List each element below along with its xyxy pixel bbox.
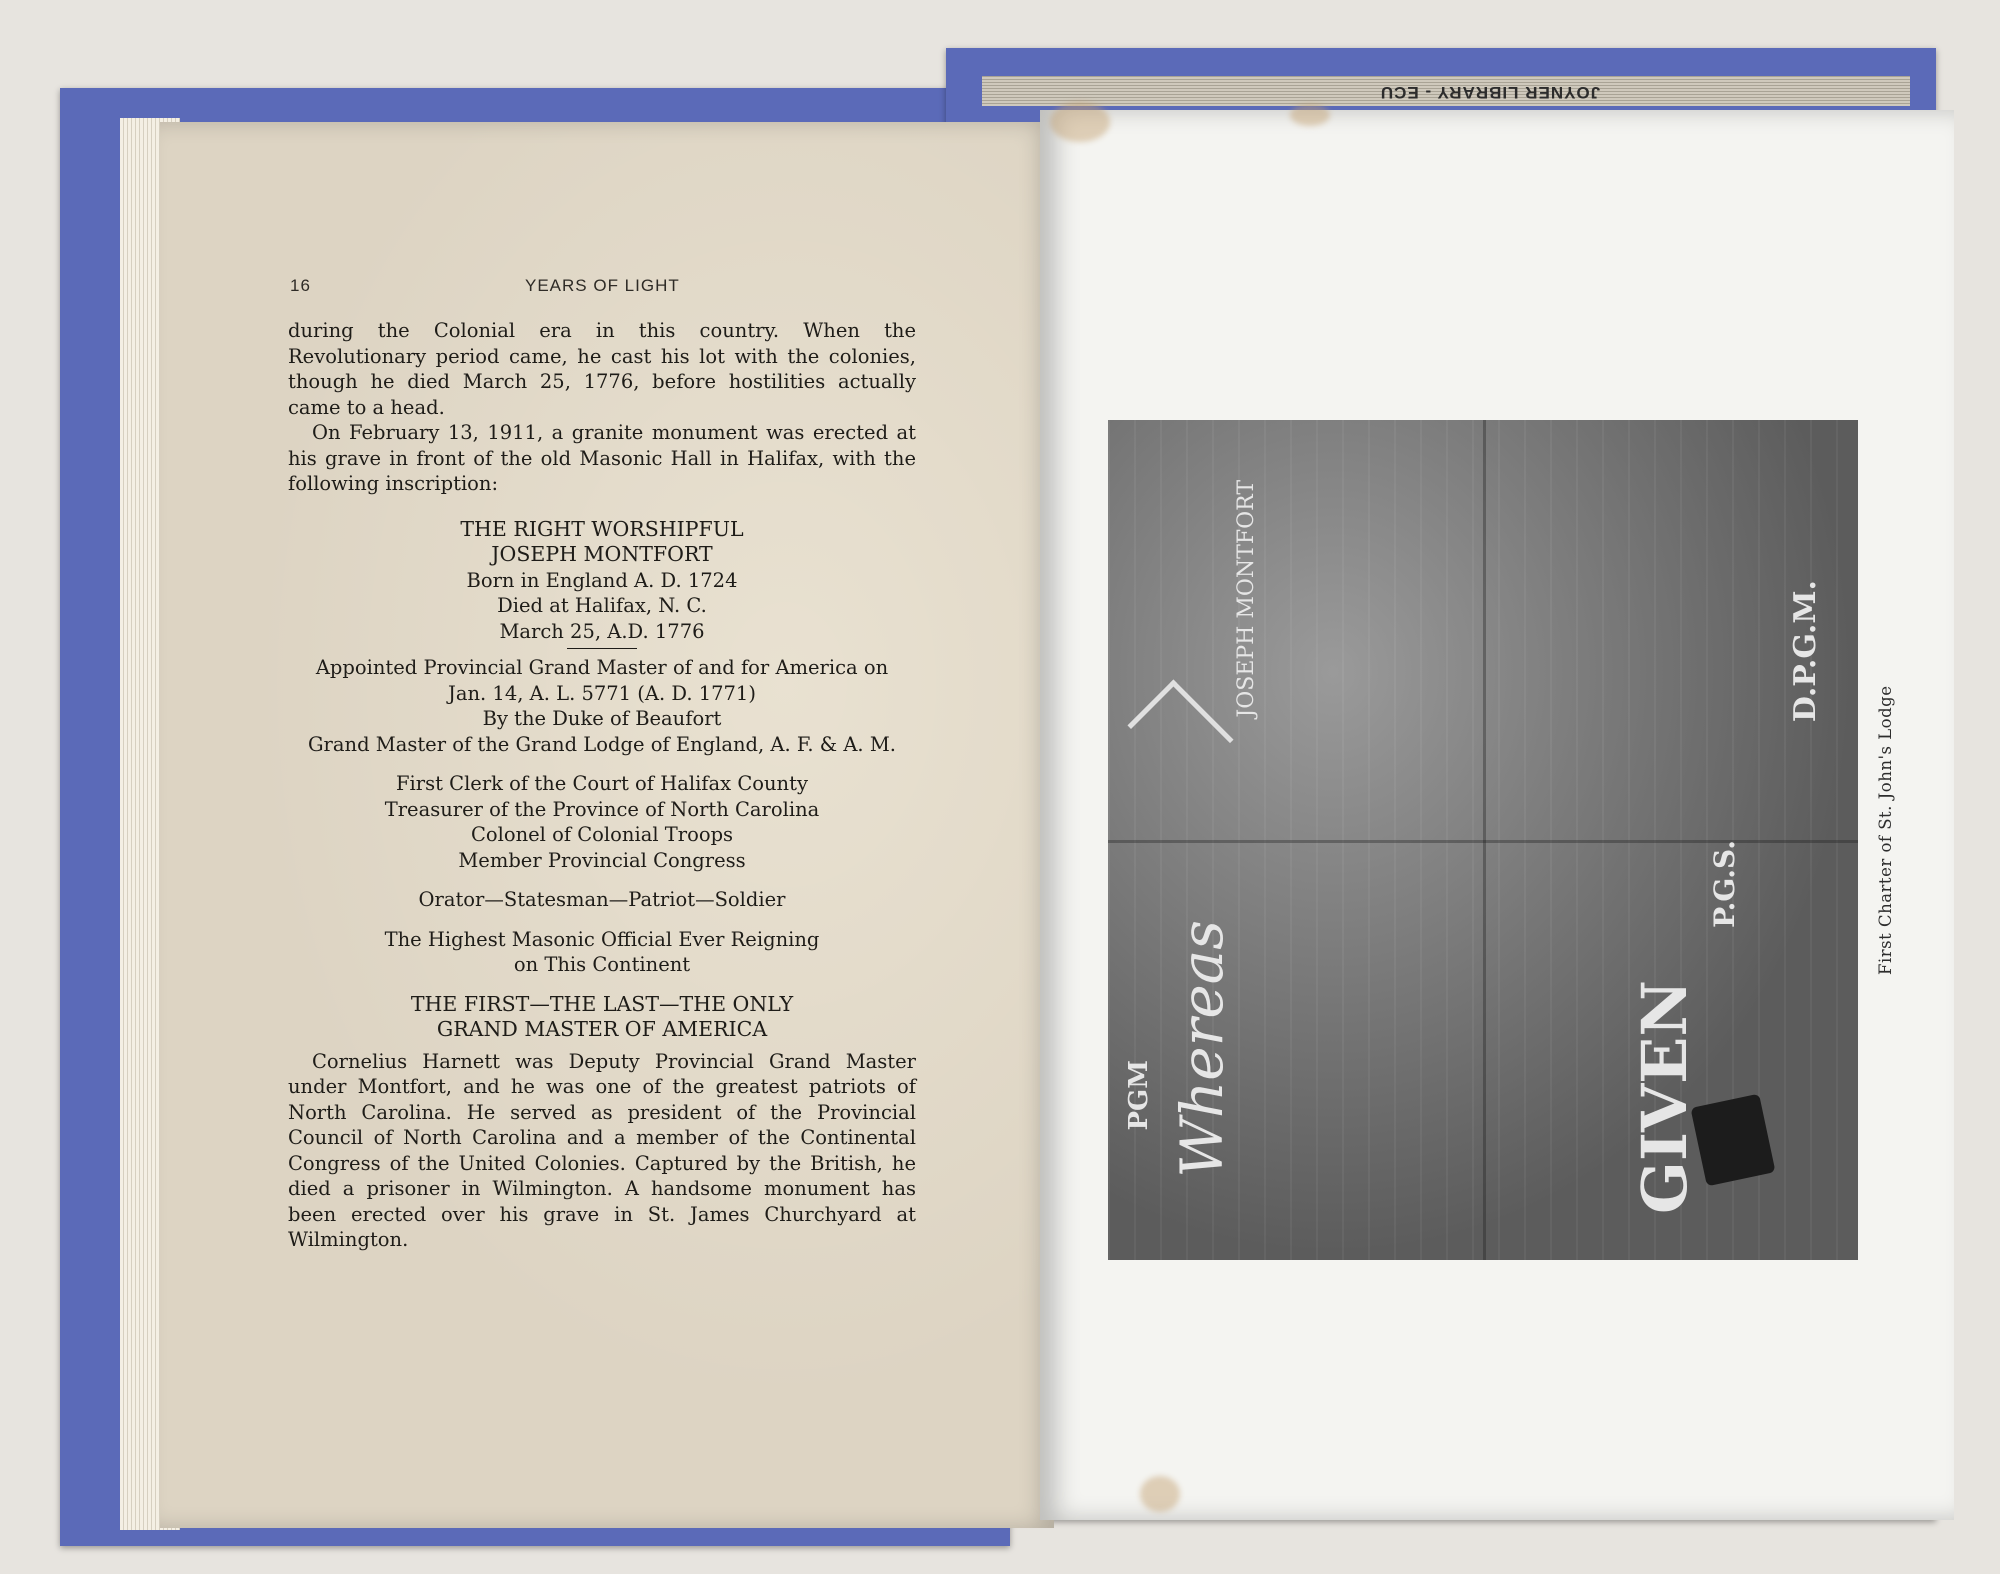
inscription-line: Grand Master of the Grand Lodge of England, A. F. & A. M. (307, 732, 896, 756)
inscription-line: The Highest Masonic Official Ever Reigning (384, 927, 820, 951)
inscription-line: Colonel of Colonial Troops (470, 823, 734, 846)
inscription-line: JOSEPH MONTFORT (491, 542, 713, 566)
inscription-line: March 25, A.D. 1776 (499, 619, 705, 643)
wax-seal (1690, 1094, 1775, 1187)
inscription-line: First Clerk of the Court of Halifax County (396, 772, 808, 795)
inscription-line: Born in England A. D. 1724 (466, 568, 738, 592)
library-stamp: JOYNER LIBRARY - ECU (1379, 83, 1601, 102)
page-number: 16 (290, 276, 311, 295)
charter-montfort: JOSEPH MONTFORT (1234, 480, 1259, 718)
inscription-line: Died at Halifax, N. C. (497, 594, 707, 617)
inscription-line: Treasurer of the Province of North Carolina (384, 797, 820, 821)
charter-dpgm: D.P.G.M. (1788, 580, 1823, 723)
charter-given: GIVEN (1628, 980, 1701, 1214)
inscription-line: on This Continent (513, 953, 691, 976)
paragraph-3: Cornelius Harnett was Deputy Provincial Grand Master under Montfort, and he was one of the greatest patriots of North Carolina. He served as president of the Provincial Council of North Carolina and a member of the Continental Congress of the United Colonies. Captured by the British, he died a prisoner in Wilmington. A handsome monument has been erected over his grave in St. James Churchyard at Wilmington. (288, 1049, 916, 1251)
left-page-text (288, 318, 916, 1253)
charter-whereas: Whereas (1168, 920, 1236, 1178)
charter-pgs: P.G.S. (1708, 840, 1741, 928)
monument-inscription (288, 517, 916, 1043)
divider-rule (567, 648, 637, 649)
running-title: YEARS OF LIGHT (525, 276, 680, 295)
charter-photograph (1108, 420, 1858, 1260)
paragraph-1: during the Colonial era in this country. When the Revolutionary period came, he cast his lot with the colonies, though he died March 25, 1776, before hostilities actually came to a head. (288, 319, 916, 419)
photo-caption: First Charter of St. John's Lodge (1876, 685, 1895, 975)
inscription-line: GRAND MASTER OF AMERICA (436, 1017, 768, 1041)
paragraph-2: On February 13, 1911, a granite monument was erected at his grave in front of the old Masonic Hall in Halifax, with the following inscription: (288, 421, 916, 495)
inscription-line: Orator—Statesman—Patriot—Soldier (418, 888, 786, 911)
inscription-line: Member Provincial Congress (458, 848, 746, 872)
inscription-line: THE FIRST—THE LAST—THE ONLY (410, 991, 794, 1016)
inscription-line: THE RIGHT WORSHIPFUL (460, 516, 744, 541)
inscription-line: Appointed Provincial Grand Master of and for America on (315, 656, 889, 679)
inscription-line: By the Duke of Beaufort (482, 707, 722, 730)
charter-pgm: PGM (1124, 1060, 1154, 1131)
square-and-compass-emblem (1127, 679, 1233, 785)
inscription-line: Jan. 14, A. L. 5771 (A. D. 1771) (448, 681, 756, 705)
